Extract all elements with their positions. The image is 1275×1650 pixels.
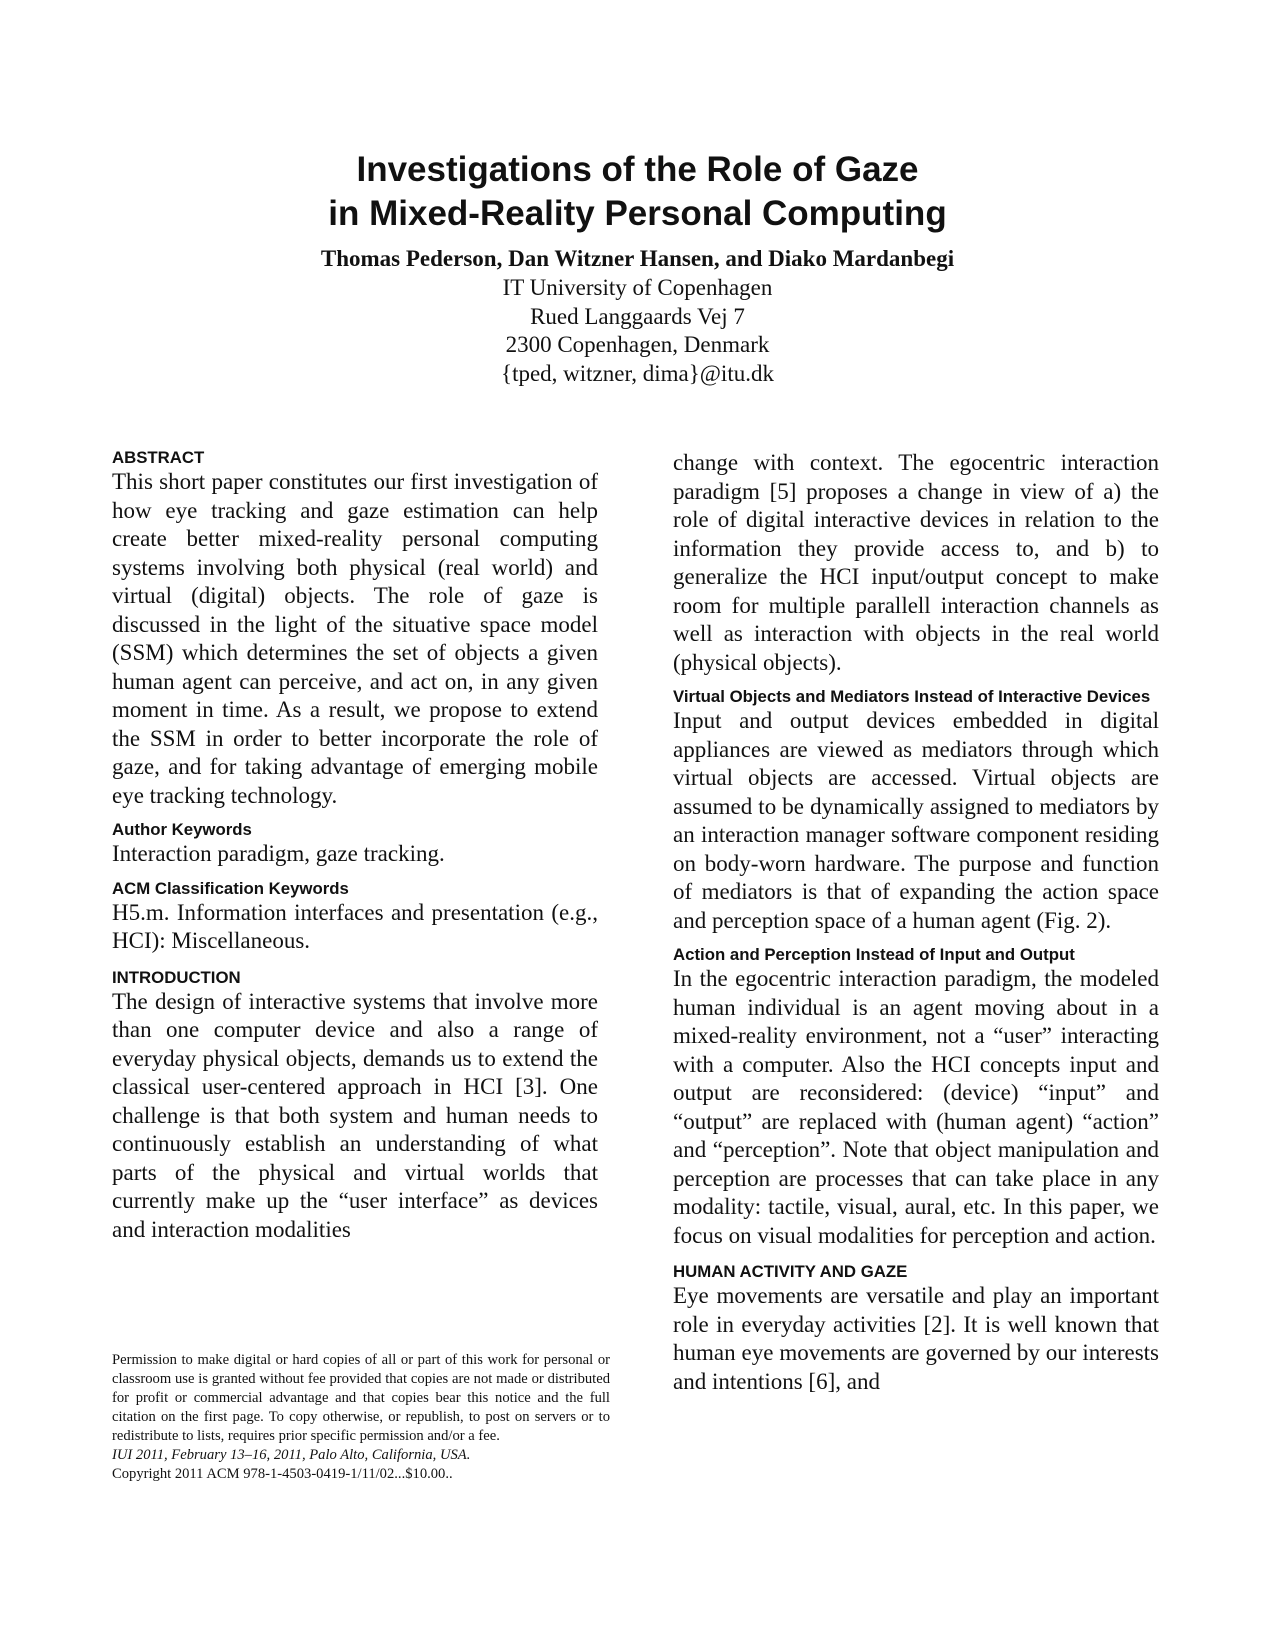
left-column [112,448,598,1244]
affiliation [0,274,1275,388]
acm-heading: ACM Classification Keywords [112,878,349,898]
virtual-objects-text: Input and output devices embedded in digital appliances are viewed as mediators through which virtual objects are accessed. Virtual objects are assumed to be dynamically assigned to mediators by an interaction manager software component residing on body-worn hardware. The purpose and function of mediators is that of expanding the action space and perception space of a human agent (Fig. 2). [673,708,1159,933]
abstract-text: This short paper constitutes our first investigation of how eye tracking and gaze estimation can help create better mixed-reality personal computing systems involving both physical (real world) and virtual (digital) objects. The role of gaze is discussed in the light of the situative space model (SSM) which determines the set of objects a given human agent can perceive, and act on, in any given moment in time. As a result, we propose to extend the SSM in order to better incorporate the role of gaze, and for taking advantage of emerging mobile eye tracking technology. [112,469,598,808]
affiliation-line: IT University of Copenhagen [502,275,773,300]
intro-text: The design of interactive systems that involve more than one computer device and also a range of everyday physical objects, demands us to extend the classical user-centered approach in HCI [3]. One challenge is that both system and human needs to continuously establish an understanding of what parts of the physical and virtual worlds that currently make up the “user interface” as devices and interaction modalities [112,988,598,1242]
copyright-footnote [112,1351,610,1484]
continuation-text: change with context. The egocentric interaction paradigm [5] proposes a change in view of a) the role of digital interactive devices in relation to the information they provide access to, and b) to generalize the HCI input/output concept to make room for multiple parallell interaction channels as well as interaction with objects in the real world (physical objects). [673,450,1159,675]
footnote-copyright: Copyright 2011 ACM 978-1-4503-0419-1/11/02...$10.00.. [112,1466,453,1482]
virtual-objects-heading: Virtual Objects and Mediators Instead of Interactive Devices [673,687,1151,706]
affiliation-line: Rued Langgaards Vej 7 [530,303,745,329]
action-perception-heading: Action and Perception Instead of Input and Output [673,945,1075,964]
human-activity-text: Eye movements are versatile and play an important role in everyday activities [2]. It is well known that human eye movements are governed by our interests and intentions [6], and [673,1283,1159,1394]
title-line: Investigations of the Role of Gaze [356,150,919,189]
footnote-permission: Permission to make digital or hard copies of all or part of this work for personal or classroom use is granted without fee provided that copies are not made or distributed for profit or commercial advantage and that copies bear this notice and the full citation on the first page. To copy otherwise, or republish, to post on servers or to redistribute to lists, requires prior specific permission and/or a fee. [112,1352,610,1444]
keywords-heading: Author Keywords [112,820,252,839]
paper-title [0,148,1275,236]
abstract-heading: ABSTRACT [112,448,205,467]
human-activity-heading: HUMAN ACTIVITY AND GAZE [673,1262,908,1281]
authors: Thomas Pederson, Dan Witzner Hansen, and Diako Mardanbegi [320,246,955,271]
acm-text: H5.m. Information interfaces and presentation (e.g., HCI): Miscellaneous. [112,899,598,953]
action-perception-text: In the egocentric interaction paradigm, the modeled human individual is an agent moving about in a mixed-reality environment, not a “user” interacting with a computer. Also the HCI concepts input and output are reconsidered: (device) “input” and “output” are replaced with (human agent) “action” and “perception”. Note that object manipulation and perception are processes that can take place in any modality: tactile, visual, aural, etc. In this paper, we focus on visual modalities for perception and action. [673,966,1159,1248]
title-line: in Mixed-Reality Personal Computing [328,194,947,233]
keywords-text: Interaction paradigm, gaze tracking. [112,841,445,866]
intro-heading: INTRODUCTION [112,967,241,987]
affiliation-line: 2300 Copenhagen, Denmark [505,332,770,357]
paper-header [0,148,1275,388]
footnote-venue: IUI 2011, February 13–16, 2011, Palo Alto, California, USA. [112,1447,471,1463]
right-column [673,449,1159,1396]
email-line: {tped, witzner, dima}@itu.dk [501,360,774,386]
